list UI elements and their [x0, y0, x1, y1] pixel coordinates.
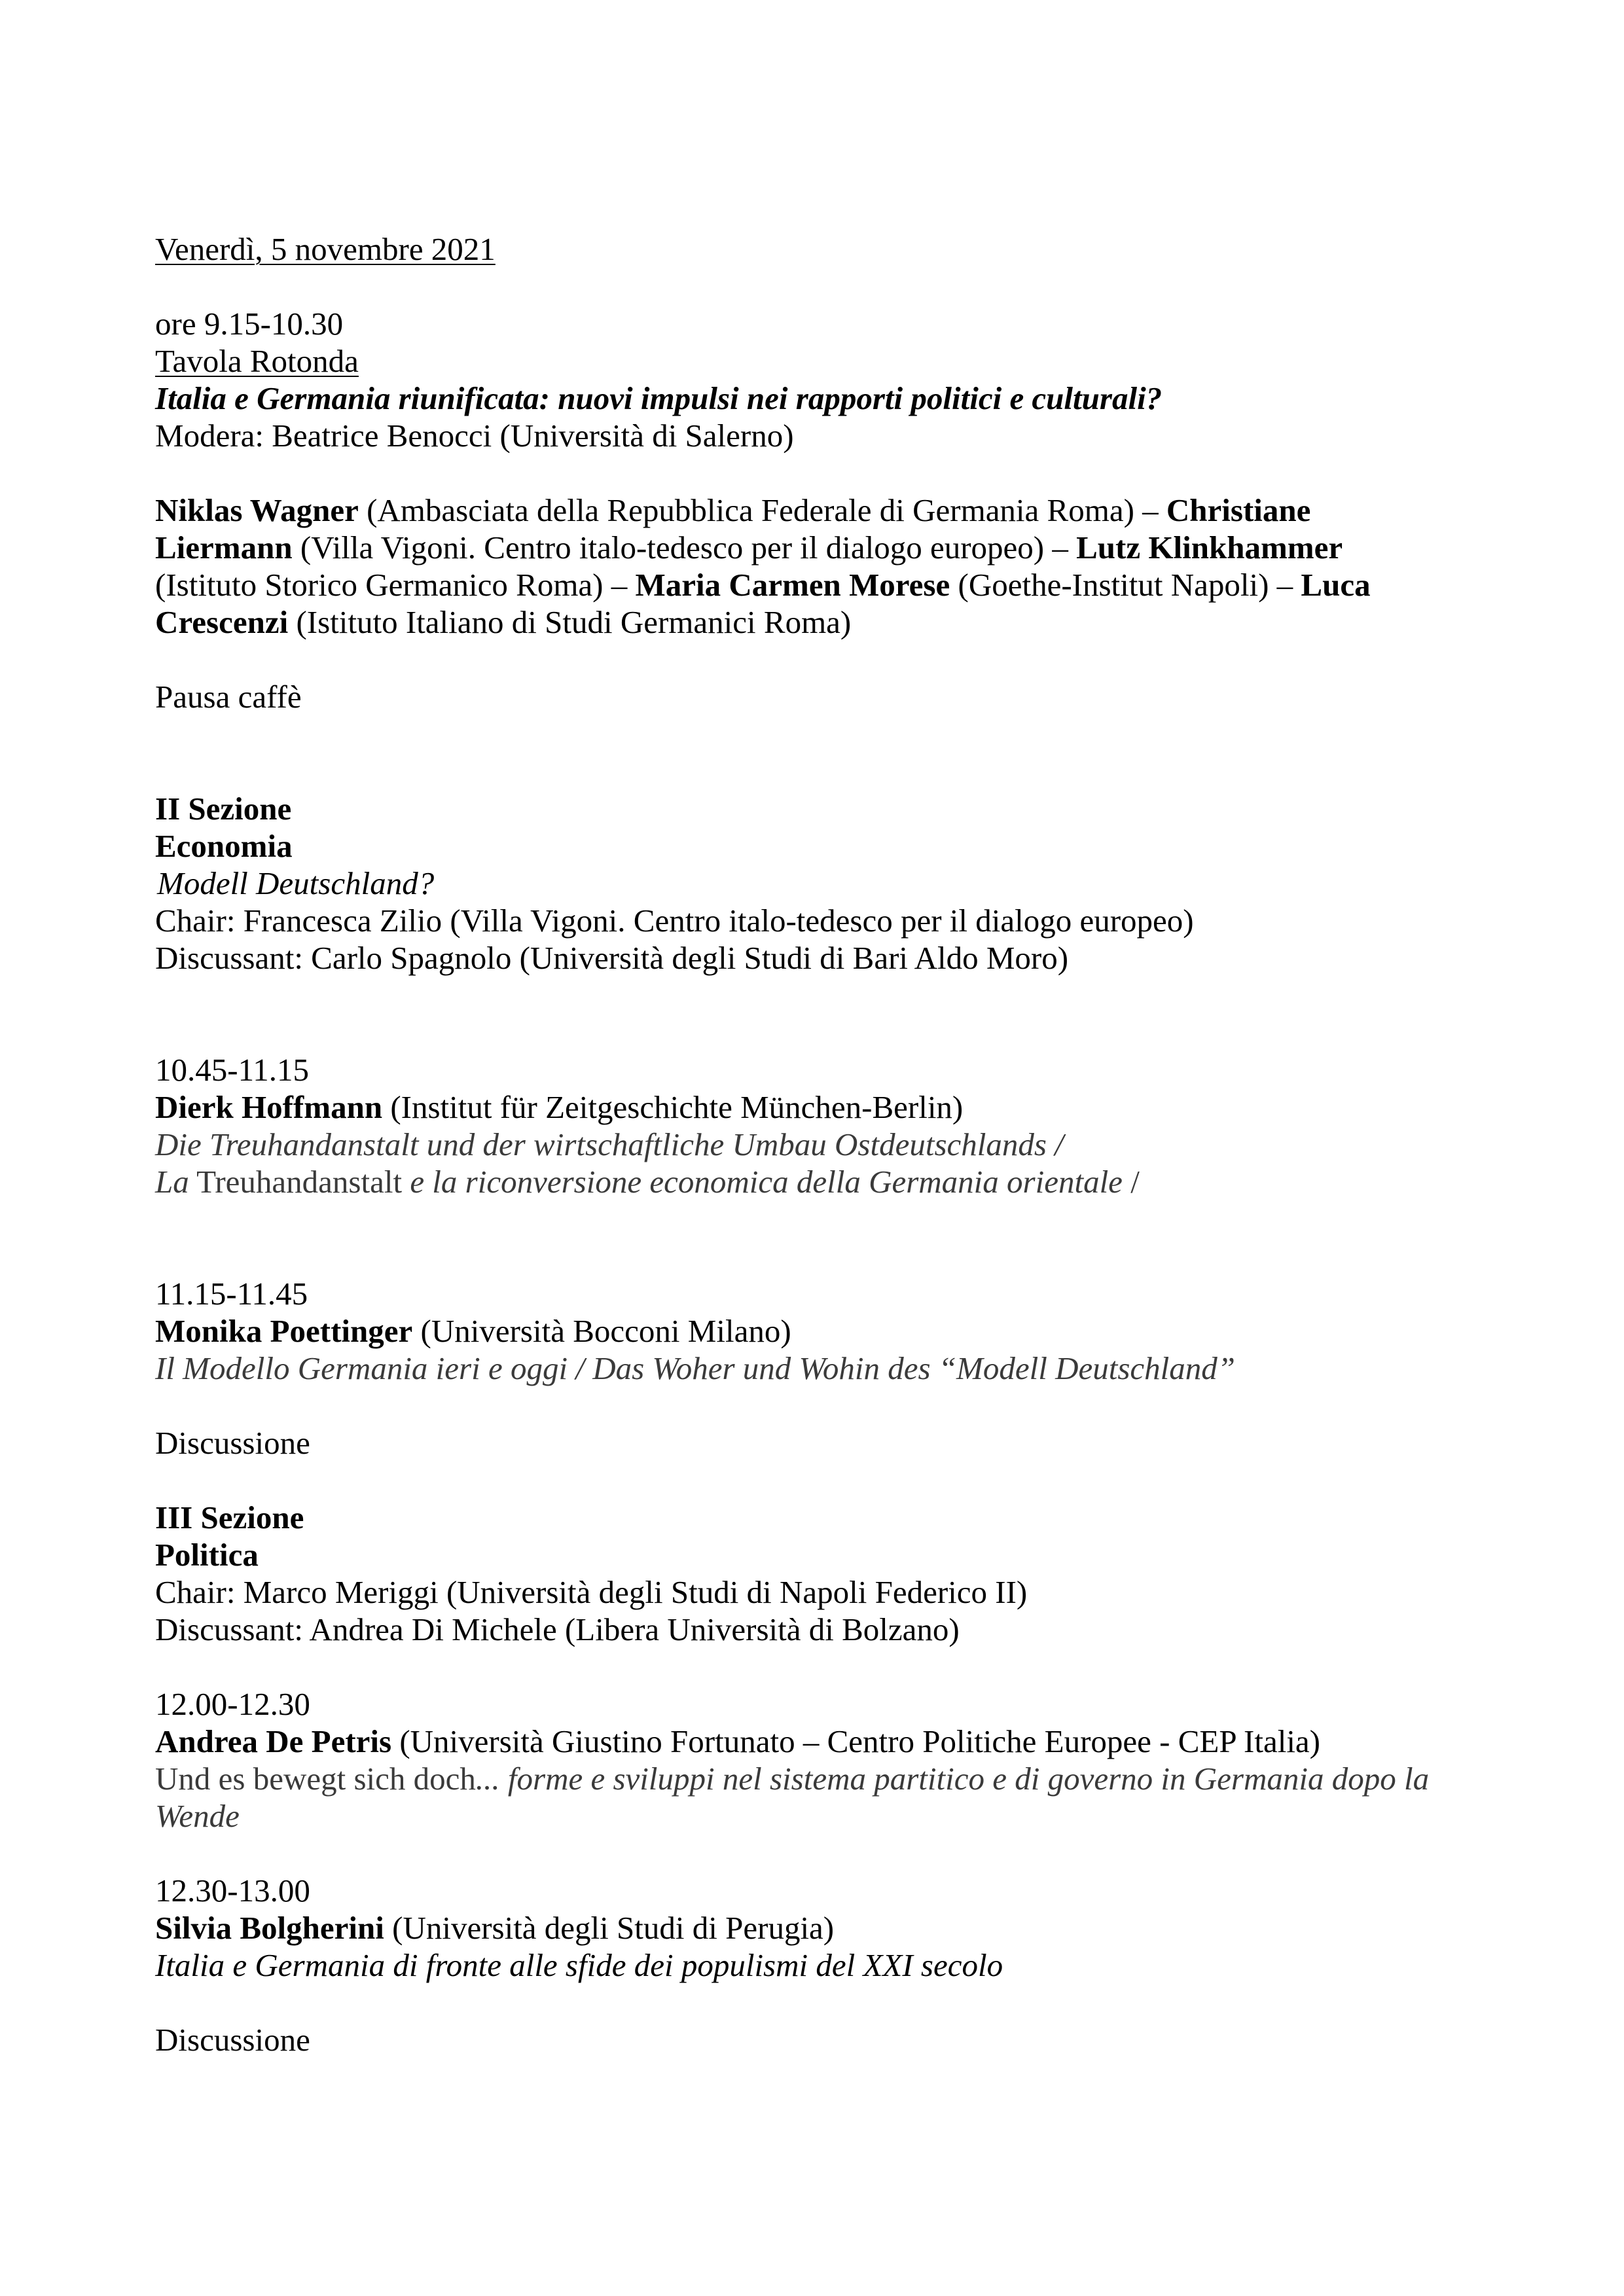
talk-affiliation: (Institut für Zeitgeschichte München-Berlin)	[382, 1089, 964, 1125]
talk-bolgherini	[155, 1872, 1477, 1984]
section-2-chair: Chair: Francesca Zilio (Villa Vigoni. Centro italo-tedesco per il dialogo europeo)	[155, 903, 1194, 939]
participant-affiliation: (Istituto Italiano di Studi Germanici Roma)	[288, 604, 852, 640]
talk-speaker-line	[155, 1909, 1477, 1946]
section-3	[155, 1499, 1477, 2058]
talk-speaker-line	[155, 1312, 1477, 1350]
talk-speaker: Silvia Bolgherini	[155, 1910, 384, 1946]
talk-title: Il Modello Germania ieri e oggi / Das Woher und Wohin des “Modell Deutschland”	[155, 1350, 1236, 1386]
talk-title-part: Und es bewegt sich doch	[155, 1761, 476, 1797]
section-2-number: II Sezione	[155, 791, 292, 827]
participants-line-4	[155, 603, 1477, 641]
roundtable-label: Tavola Rotonda	[155, 343, 359, 379]
participant-name: Luca	[1301, 567, 1371, 603]
talk-title-part: Treuhandanstalt	[189, 1164, 410, 1200]
talk-time: 11.15-11.45	[155, 1276, 308, 1312]
participant-affiliation: (Villa Vigoni. Centro italo-tedesco per il dialogo europeo) –	[292, 529, 1077, 565]
section-2-discussion: Discussione	[155, 1425, 310, 1461]
roundtable-block	[155, 305, 1477, 715]
talk-title-part: e la riconversione economica della Germania orientale	[410, 1164, 1123, 1200]
participant-name: Niklas Wagner	[155, 492, 359, 528]
participants-line-3	[155, 566, 1477, 603]
participants-line-2	[155, 529, 1477, 566]
coffee-break: Pausa caffè	[155, 679, 302, 715]
participant-name: Maria Carmen Morese	[635, 567, 950, 603]
talk-speaker: Andrea De Petris	[155, 1723, 392, 1759]
talk-time: 10.45-11.15	[155, 1052, 309, 1088]
section-3-chair: Chair: Marco Meriggi (Università degli Studi di Napoli Federico II)	[155, 1574, 1028, 1610]
talk-speaker: Dierk Hoffmann	[155, 1089, 383, 1125]
talk-time: 12.30-13.00	[155, 1873, 310, 1909]
talk-title-line-2: Wende	[155, 1798, 240, 1834]
roundtable-moderator: Modera: Beatrice Benocci (Università di Salerno)	[155, 418, 794, 454]
section-3-name: Politica	[155, 1537, 259, 1573]
participant-affiliation: (Ambasciata della Repubblica Federale di Germania Roma) –	[358, 492, 1166, 528]
talk-affiliation: (Università degli Studi di Perugia)	[384, 1910, 835, 1946]
talk-title-line-2	[155, 1163, 1477, 1200]
section-3-discussant: Discussant: Andrea Di Michele (Libera Università di Bolzano)	[155, 1611, 960, 1647]
talk-title-part: /	[1122, 1164, 1140, 1200]
talk-title-line-1	[155, 1760, 1477, 1797]
section-3-number: III Sezione	[155, 1499, 304, 1535]
talk-speaker: Monika Poettinger	[155, 1313, 413, 1349]
roundtable-title: Italia e Germania riunificata: nuovi impulsi nei rapporti politici e culturali?	[155, 380, 1163, 416]
section-2-subtitle: Modell Deutschland?	[157, 865, 435, 901]
participant-name: Lutz Klinkhammer	[1076, 529, 1343, 565]
talk-title-line-1: Die Treuhandanstalt und der wirtschaftliche Umbau Ostdeutschlands /	[155, 1126, 1064, 1162]
roundtable-participants	[155, 492, 1477, 641]
section-3-discussion: Discussione	[155, 2022, 310, 2058]
talk-title-part: ... forme e sviluppi nel sistema partitico e di governo in Germania dopo la	[475, 1761, 1430, 1797]
roundtable-time: ore 9.15-10.30	[155, 306, 344, 342]
talk-speaker-line	[155, 1088, 1477, 1126]
participant-name: Christiane	[1166, 492, 1311, 528]
participants-line-1	[155, 492, 1477, 529]
talk-title-part: La	[155, 1164, 189, 1200]
talk-title: Italia e Germania di fronte alle sfide dei populismi del XXI secolo	[155, 1947, 1003, 1983]
document-page	[155, 230, 1477, 2058]
talk-affiliation: (Università Bocconi Milano)	[412, 1313, 791, 1349]
section-2-name: Economia	[155, 828, 293, 864]
participant-name: Crescenzi	[155, 604, 289, 640]
talk-de-petris	[155, 1685, 1477, 1835]
section-2	[155, 790, 1477, 1462]
participant-affiliation: (Goethe-Institut Napoli) –	[950, 567, 1301, 603]
talk-speaker-line	[155, 1723, 1477, 1760]
participant-name: Liermann	[155, 529, 293, 565]
participant-affiliation: (Istituto Storico Germanico Roma) –	[155, 567, 636, 603]
talk-poettinger	[155, 1275, 1477, 1387]
section-2-discussant: Discussant: Carlo Spagnolo (Università degli Studi di Bari Aldo Moro)	[155, 940, 1069, 976]
date-heading: Venerdì, 5 novembre 2021	[155, 231, 496, 267]
talk-time: 12.00-12.30	[155, 1686, 310, 1722]
talk-hoffmann	[155, 1051, 1477, 1200]
talk-affiliation: (Università Giustino Fortunato – Centro Politiche Europee - CEP Italia)	[391, 1723, 1320, 1759]
